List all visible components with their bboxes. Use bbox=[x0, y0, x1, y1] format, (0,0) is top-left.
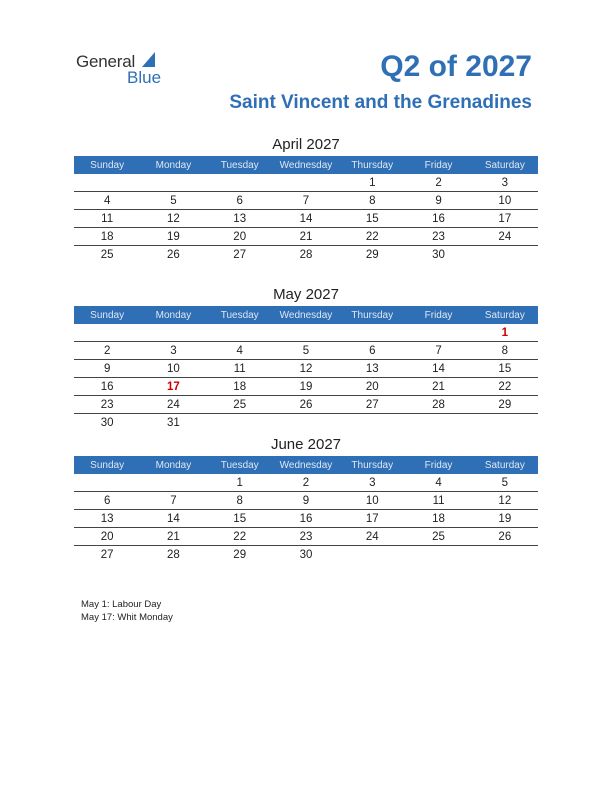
day-cell: 5 bbox=[501, 476, 509, 489]
day-cell: 25 bbox=[432, 530, 445, 543]
holiday-notes bbox=[81, 598, 173, 624]
day-cell: 28 bbox=[167, 548, 180, 561]
day-cell: 22 bbox=[498, 380, 512, 393]
logo-general-text: General bbox=[76, 52, 136, 71]
weekday-label: Wednesday bbox=[279, 159, 333, 171]
week-row bbox=[74, 192, 538, 210]
day-cell: 23 bbox=[100, 398, 114, 411]
day-cell: 11 bbox=[432, 494, 445, 507]
day-cell: 2 bbox=[103, 344, 111, 357]
month-title: April 2027 bbox=[272, 136, 340, 153]
weekday-label: Friday bbox=[424, 459, 453, 471]
day-cell: 28 bbox=[299, 248, 313, 261]
weekday-label: Monday bbox=[155, 309, 192, 321]
month-title: June 2027 bbox=[270, 436, 342, 453]
company-logo bbox=[76, 52, 186, 88]
week-row bbox=[74, 210, 538, 228]
day-cell: 20 bbox=[100, 530, 114, 543]
day-cell: 7 bbox=[170, 494, 177, 507]
holiday-day-cell: 17 bbox=[167, 380, 180, 393]
holiday-day-cell: 1 bbox=[501, 326, 509, 339]
day-cell: 16 bbox=[432, 212, 445, 225]
weekday-label: Thursday bbox=[351, 309, 394, 321]
weekday-label: Sunday bbox=[90, 459, 125, 471]
day-cell: 12 bbox=[299, 362, 313, 375]
day-cell: 27 bbox=[100, 548, 114, 561]
day-cell: 19 bbox=[498, 512, 512, 525]
day-cell: 27 bbox=[233, 248, 247, 261]
day-cell: 14 bbox=[299, 212, 313, 225]
day-cell: 8 bbox=[236, 494, 243, 507]
week-row bbox=[74, 324, 538, 342]
day-cell: 15 bbox=[365, 212, 379, 225]
day-cell: 26 bbox=[299, 398, 313, 411]
day-cell: 7 bbox=[435, 344, 442, 357]
day-cell: 20 bbox=[365, 380, 379, 393]
page-title: Q2 of 2027 bbox=[380, 50, 532, 83]
day-cell: 25 bbox=[100, 248, 114, 261]
weekday-header bbox=[74, 306, 538, 324]
day-cell: 14 bbox=[167, 512, 180, 525]
day-cell: 12 bbox=[167, 212, 180, 225]
day-cell: 10 bbox=[498, 194, 512, 207]
weekday-label: Friday bbox=[424, 309, 453, 321]
week-row bbox=[74, 378, 538, 396]
day-cell: 17 bbox=[498, 212, 512, 225]
day-cell: 10 bbox=[365, 494, 379, 507]
day-cell: 30 bbox=[432, 248, 445, 261]
month-april bbox=[74, 134, 538, 263]
day-cell: 19 bbox=[167, 230, 180, 243]
day-cell: 2 bbox=[302, 476, 310, 489]
day-cell: 6 bbox=[103, 494, 111, 507]
day-cell: 31 bbox=[167, 416, 180, 429]
day-cell: 3 bbox=[369, 476, 376, 489]
day-cell: 27 bbox=[365, 398, 379, 411]
month-title: May 2027 bbox=[273, 286, 339, 303]
weekday-label: Monday bbox=[155, 459, 192, 471]
day-cell: 21 bbox=[299, 230, 313, 243]
day-cell: 19 bbox=[299, 380, 313, 393]
holiday-note: May 1: Labour Day bbox=[81, 599, 162, 610]
day-cell: 30 bbox=[299, 548, 313, 561]
week-row bbox=[74, 246, 538, 263]
weekday-label: Friday bbox=[424, 159, 453, 171]
day-cell: 1 bbox=[236, 476, 243, 489]
day-cell: 4 bbox=[236, 344, 243, 357]
logo-blue-text: Blue bbox=[127, 68, 162, 87]
day-cell: 23 bbox=[432, 230, 445, 243]
day-cell: 18 bbox=[233, 380, 247, 393]
weekday-label: Thursday bbox=[351, 459, 394, 471]
day-cell: 22 bbox=[233, 530, 247, 543]
week-row bbox=[74, 342, 538, 360]
day-cell: 28 bbox=[432, 398, 445, 411]
day-cell: 5 bbox=[170, 194, 177, 207]
week-row bbox=[74, 492, 538, 510]
weekday-label: Sunday bbox=[90, 159, 125, 171]
weekday-label: Monday bbox=[155, 159, 192, 171]
day-cell: 9 bbox=[435, 194, 442, 207]
day-cell: 7 bbox=[302, 194, 310, 207]
month-june bbox=[74, 434, 538, 563]
weekday-label: Sunday bbox=[90, 309, 125, 321]
week-row bbox=[74, 474, 538, 492]
weekday-label: Wednesday bbox=[279, 459, 333, 471]
day-cell: 21 bbox=[432, 380, 445, 393]
day-cell: 11 bbox=[101, 212, 114, 225]
day-cell: 26 bbox=[167, 248, 180, 261]
month-may bbox=[74, 284, 538, 431]
day-cell: 16 bbox=[299, 512, 313, 525]
holiday-note: May 17: Whit Monday bbox=[81, 612, 173, 623]
week-row bbox=[74, 396, 538, 414]
day-cell: 6 bbox=[369, 344, 376, 357]
day-cell: 15 bbox=[233, 512, 247, 525]
day-cell: 9 bbox=[103, 362, 111, 375]
day-cell: 26 bbox=[498, 530, 512, 543]
weekday-header bbox=[74, 456, 538, 474]
day-cell: 3 bbox=[170, 344, 177, 357]
day-cell: 29 bbox=[365, 248, 379, 261]
day-cell: 11 bbox=[233, 362, 246, 375]
day-cell: 8 bbox=[501, 344, 509, 357]
weekday-label: Saturday bbox=[484, 459, 525, 471]
day-cell: 8 bbox=[369, 194, 376, 207]
day-cell: 13 bbox=[233, 212, 247, 225]
day-cell: 3 bbox=[501, 176, 509, 189]
day-cell: 25 bbox=[233, 398, 247, 411]
weekday-label: Thursday bbox=[351, 159, 394, 171]
week-row bbox=[74, 546, 538, 563]
day-cell: 18 bbox=[432, 512, 445, 525]
day-cell: 13 bbox=[365, 362, 379, 375]
day-cell: 30 bbox=[100, 416, 114, 429]
weekday-label: Saturday bbox=[484, 309, 525, 321]
day-cell: 24 bbox=[498, 230, 512, 243]
week-row bbox=[74, 510, 538, 528]
day-cell: 4 bbox=[435, 476, 442, 489]
week-row bbox=[74, 414, 538, 431]
week-row bbox=[74, 360, 538, 378]
day-cell: 29 bbox=[498, 398, 512, 411]
weekday-label: Tuesday bbox=[220, 159, 259, 171]
day-cell: 13 bbox=[100, 512, 114, 525]
day-cell: 29 bbox=[233, 548, 247, 561]
weekday-label: Saturday bbox=[484, 159, 525, 171]
day-cell: 24 bbox=[365, 530, 379, 543]
day-cell: 4 bbox=[103, 194, 111, 207]
weekday-header bbox=[74, 156, 538, 174]
logo-triangle-icon bbox=[142, 52, 155, 67]
day-cell: 24 bbox=[167, 398, 180, 411]
day-cell: 5 bbox=[302, 344, 310, 357]
day-cell: 12 bbox=[498, 494, 512, 507]
day-cell: 23 bbox=[299, 530, 313, 543]
day-cell: 20 bbox=[233, 230, 247, 243]
day-cell: 10 bbox=[167, 362, 180, 375]
day-cell: 15 bbox=[498, 362, 512, 375]
weekday-label: Tuesday bbox=[220, 459, 259, 471]
day-cell: 17 bbox=[365, 512, 379, 525]
day-cell: 2 bbox=[435, 176, 442, 189]
day-cell: 9 bbox=[302, 494, 310, 507]
week-row bbox=[74, 174, 538, 192]
week-row bbox=[74, 228, 538, 246]
day-cell: 22 bbox=[365, 230, 379, 243]
country-subtitle: Saint Vincent and the Grenadines bbox=[229, 92, 532, 113]
day-cell: 1 bbox=[369, 176, 376, 189]
weekday-label: Wednesday bbox=[279, 309, 333, 321]
day-cell: 16 bbox=[100, 380, 114, 393]
day-cell: 21 bbox=[167, 530, 180, 543]
weekday-label: Tuesday bbox=[220, 309, 259, 321]
day-cell: 14 bbox=[432, 362, 445, 375]
day-cell: 18 bbox=[100, 230, 114, 243]
week-row bbox=[74, 528, 538, 546]
day-cell: 6 bbox=[236, 194, 243, 207]
